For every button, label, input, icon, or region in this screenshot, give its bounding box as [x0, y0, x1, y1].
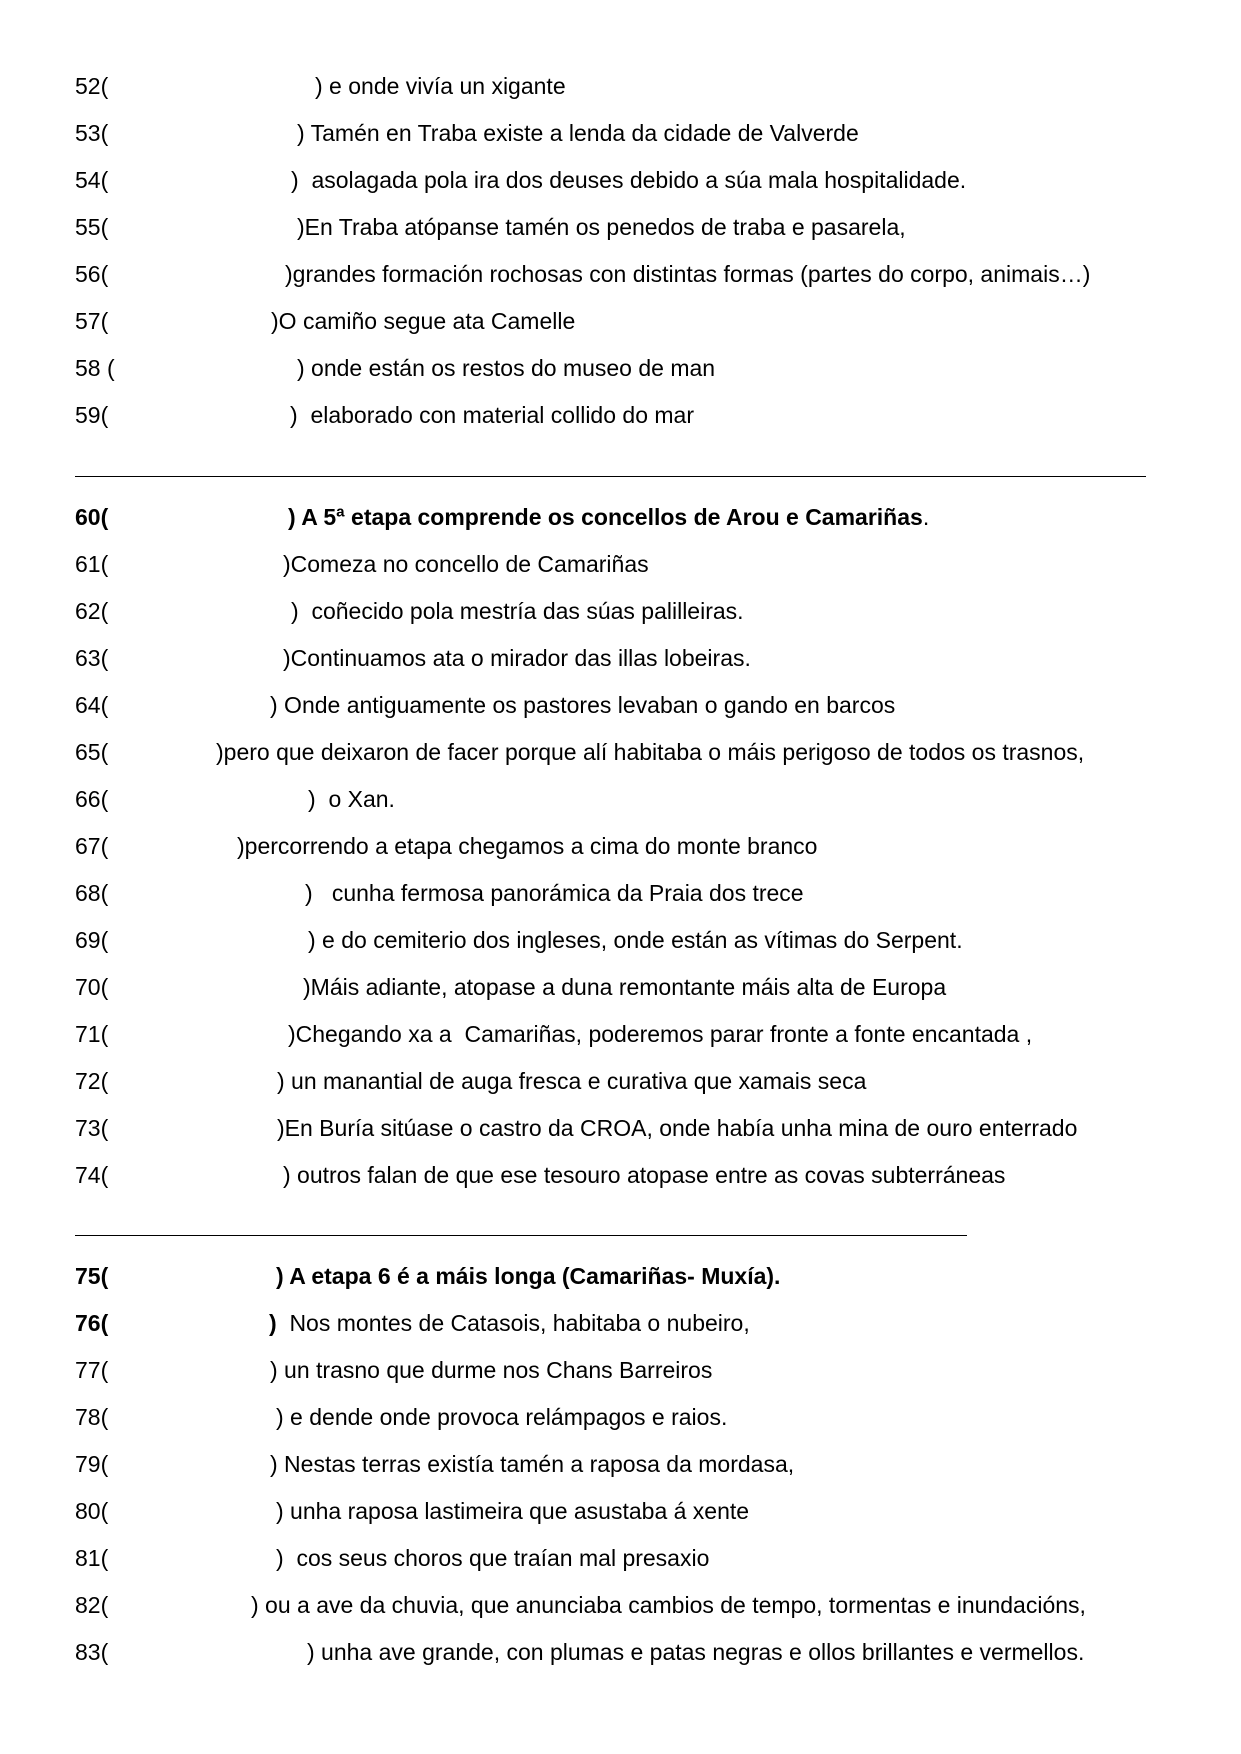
item-text: ) outros falan de que ese tesouro atopase entre as covas subterráneas — [283, 1162, 1006, 1188]
list-item — [75, 1161, 1006, 1189]
item-text: )En Buría sitúase o castro da CROA, onde había unha mina de ouro enterrado — [277, 1115, 1078, 1141]
item-text: ) e onde vivía un xigante — [315, 73, 566, 99]
item-text: )En Traba atópanse tamén os penedos de traba e pasarela, — [297, 214, 906, 240]
item-number: 81( — [75, 1545, 109, 1571]
list-item — [75, 1450, 795, 1478]
item-text: ) coñecido pola mestría das súas palilleiras. — [291, 598, 744, 624]
item-number: 76( — [75, 1310, 109, 1336]
item-number: 61( — [75, 551, 109, 577]
item-text: ) e dende onde provoca relámpagos e raios. — [276, 1404, 728, 1430]
list-item — [75, 119, 859, 147]
list-item — [75, 260, 1091, 288]
item-number: 64( — [75, 692, 109, 718]
list-item — [75, 926, 963, 954]
item-number: 71( — [75, 1021, 109, 1047]
item-text: ) ou a ave da chuvia, que anunciaba cambios de tempo, tormentas e inundacións, — [251, 1592, 1086, 1618]
list-item — [75, 879, 804, 907]
item-number: 55( — [75, 214, 109, 240]
item-text: ) A etapa 6 é a máis longa (Camariñas- Muxía). — [276, 1263, 781, 1289]
item-text: )Comeza no concello de Camariñas — [283, 551, 649, 577]
item-text: ) onde están os restos do museo de man — [297, 355, 716, 381]
item-text: )pero que deixaron de facer porque alí habitaba o máis perigoso de todos os trasnos, — [216, 739, 1085, 765]
item-number: 60( — [75, 504, 109, 530]
item-number: 57( — [75, 308, 109, 334]
item-text: ) asolagada pola ira dos deuses debido a súa mala hospitalidade. — [291, 167, 967, 193]
list-item — [75, 973, 947, 1001]
list-item — [75, 1067, 867, 1095]
item-text: ) A 5ª etapa comprende os concellos de Arou e Camariñas. — [288, 504, 930, 530]
list-item — [75, 307, 576, 335]
item-number: 77( — [75, 1357, 109, 1383]
list-item — [75, 1356, 713, 1384]
list-item — [75, 597, 744, 625]
list-item — [75, 1020, 1033, 1048]
item-number: 69( — [75, 927, 109, 953]
item-number: 75( — [75, 1263, 109, 1289]
list-item — [75, 401, 694, 429]
list-item — [75, 354, 716, 382]
section-divider — [75, 1235, 967, 1236]
item-number: 80( — [75, 1498, 109, 1524]
item-text: ) cunha fermosa panorámica da Praia dos trece — [305, 880, 804, 906]
item-number: 70( — [75, 974, 109, 1000]
item-text: ) elaborado con material collido do mar — [290, 402, 694, 428]
item-number: 73( — [75, 1115, 109, 1141]
item-number: 68( — [75, 880, 109, 906]
section-heading — [75, 503, 930, 531]
item-number: 78( — [75, 1404, 109, 1430]
item-number: 59( — [75, 402, 109, 428]
list-item — [75, 550, 649, 578]
section-divider — [75, 476, 1146, 477]
item-text: )percorrendo a etapa chegamos a cima do monte branco — [237, 833, 818, 859]
item-text: )grandes formación rochosas con distintas formas (partes do corpo, animais…) — [285, 261, 1091, 287]
list-item — [75, 1497, 750, 1525]
list-item — [75, 1591, 1086, 1619]
item-number: 66( — [75, 786, 109, 812]
item-number: 62( — [75, 598, 109, 624]
item-text: ) cos seus choros que traían mal presaxio — [276, 1545, 710, 1571]
item-text: )O camiño segue ata Camelle — [271, 308, 576, 334]
item-number: 53( — [75, 120, 109, 146]
item-text: )Continuamos ata o mirador das illas lobeiras. — [283, 645, 751, 671]
item-number: 52( — [75, 73, 109, 99]
item-text: ) e do cemiterio dos ingleses, onde están as vítimas do Serpent. — [308, 927, 963, 953]
list-item — [75, 72, 566, 100]
item-text: ) un manantial de auga fresca e curativa que xamais seca — [277, 1068, 867, 1094]
item-text: ) Nos montes de Catasois, habitaba o nubeiro, — [269, 1310, 750, 1336]
list-item — [75, 1403, 728, 1431]
list-item — [75, 832, 818, 860]
list-item — [75, 213, 906, 241]
item-number: 72( — [75, 1068, 109, 1094]
item-number: 67( — [75, 833, 109, 859]
list-item — [75, 1114, 1078, 1142]
list-item — [75, 1544, 710, 1572]
item-number: 83( — [75, 1639, 109, 1665]
item-text: ) unha raposa lastimeira que asustaba á xente — [276, 1498, 750, 1524]
list-item — [75, 785, 395, 813]
item-text: ) o Xan. — [308, 786, 395, 812]
item-text: ) unha ave grande, con plumas e patas negras e ollos brillantes e vermellos. — [307, 1639, 1085, 1665]
item-number: 56( — [75, 261, 109, 287]
item-text: ) Onde antiguamente os pastores levaban o gando en barcos — [270, 692, 896, 718]
list-item — [75, 1309, 750, 1337]
item-text: )Chegando xa a Camariñas, poderemos parar fronte a fonte encantada , — [288, 1021, 1033, 1047]
item-number: 65( — [75, 739, 109, 765]
list-item — [75, 166, 967, 194]
list-item — [75, 644, 751, 672]
item-text: ) Nestas terras existía tamén a raposa da mordasa, — [270, 1451, 795, 1477]
item-text: ) Tamén en Traba existe a lenda da cidade de Valverde — [297, 120, 859, 146]
item-text: )Máis adiante, atopase a duna remontante máis alta de Europa — [303, 974, 947, 1000]
list-item — [75, 691, 896, 719]
item-number: 63( — [75, 645, 109, 671]
item-number: 58 ( — [75, 355, 115, 381]
item-text: ) un trasno que durme nos Chans Barreiros — [270, 1357, 713, 1383]
item-number: 79( — [75, 1451, 109, 1477]
list-item — [75, 1638, 1085, 1666]
list-item — [75, 738, 1085, 766]
item-number: 82( — [75, 1592, 109, 1618]
item-number: 54( — [75, 167, 109, 193]
item-number: 74( — [75, 1162, 109, 1188]
section-heading — [75, 1262, 781, 1290]
